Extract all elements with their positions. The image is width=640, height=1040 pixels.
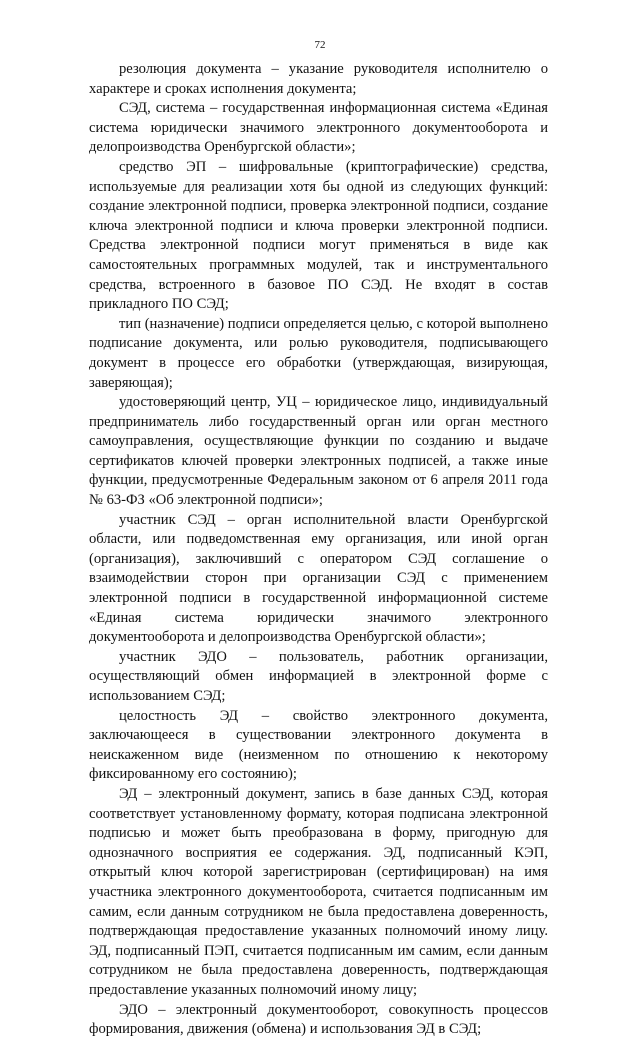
paragraph-ed-integrity: целостность ЭД – свойство электронного документа, заключающееся в существовании электронного документа в неискаженном виде (неизменном по отношению к некоторому фиксированному его состоянию); [89, 707, 548, 783]
paragraph-ep-tool: средство ЭП – шифровальные (криптографические) средства, используемые для реализации хотя бы одной из следующих функций: создание электронной подписи, проверка электронной подписи, создание ключа электронной подписи и ключа проверки электронной подписи. Средства электронной подписи могут применяться в виде как самостоятельных программных модулей, так и инструментального средства, встроенного в базовое ПО СЭД. Не входят в состав прикладного ПО СЭД; [89, 158, 548, 313]
paragraph-resolution: резолюция документа – указание руководителя исполнителю о характере и сроках исполнения документа; [89, 61, 548, 97]
paragraph-ed-definition: ЭД – электронный документ, запись в базе данных СЭД, которая соответствует установленному формату, которая подписана электронной подписью и может быть преобразована в форму, пригодную для однозначного восприятия ее содержания. ЭД, подписанный КЭП, открытый ключ которой зарегистрирован (сертифицирован) на имя участника электронного документооборота, считается подписанным им самим, если данным сотрудником не была предоставлена доверенность, подтверждающая предоставление указанных полномочий иному лицу. ЭД, подписанный ПЭП, считается подписанным им самим, если данным сотрудником не была предоставлена доверенность, подтверждающая предоставление указанных полномочий иному лицу; [89, 785, 548, 998]
page-number: 72 [314, 39, 326, 51]
paragraph-signature-type: тип (назначение) подписи определяется целью, с которой выполнено подписание документа, или ролью руководителя, подписывающего документ в процессе его обработки (утверждающая, визирующая, заверяющая); [89, 315, 548, 391]
paragraph-sed-participant: участник СЭД – орган исполнительной власти Оренбургской области, или подведомственная ему организация, или иной орган (организация), заключивший с оператором СЭД соглашение о взаимодействии сторон при организации СЭД с применением электронной подписи в государственной информационной системе «Единая система юридически значимого электронного документооборота и делопроизводства Оренбургской области»; [89, 511, 548, 646]
paragraph-certification-center: удостоверяющий центр, УЦ – юридическое лицо, индивидуальный предприниматель либо государственный орган или орган местного самоуправления, осуществляющие функции по созданию и выдаче сертификатов ключей проверки электронных подписей, а также иные функции, предусмотренные Федеральным законом от 6 апреля 2011 года № 63-ФЗ «Об электронной подписи»; [89, 394, 548, 509]
paragraph-edo-definition: ЭДО – электронный документооборот, совокупность процессов формирования, движения (обмена) и использования ЭД в СЭД; [89, 1001, 548, 1038]
paragraph-edo-participant: участник ЭДО – пользователь, работник организации, осуществляющий обмен информацией в электронной форме с использованием СЭД; [89, 648, 548, 704]
document-body [89, 60, 548, 1040]
paragraph-sed-system: СЭД, система – государственная информационная система «Единая система юридически значимого электронного документооборота и делопроизводства Оренбургской области»; [89, 100, 548, 156]
